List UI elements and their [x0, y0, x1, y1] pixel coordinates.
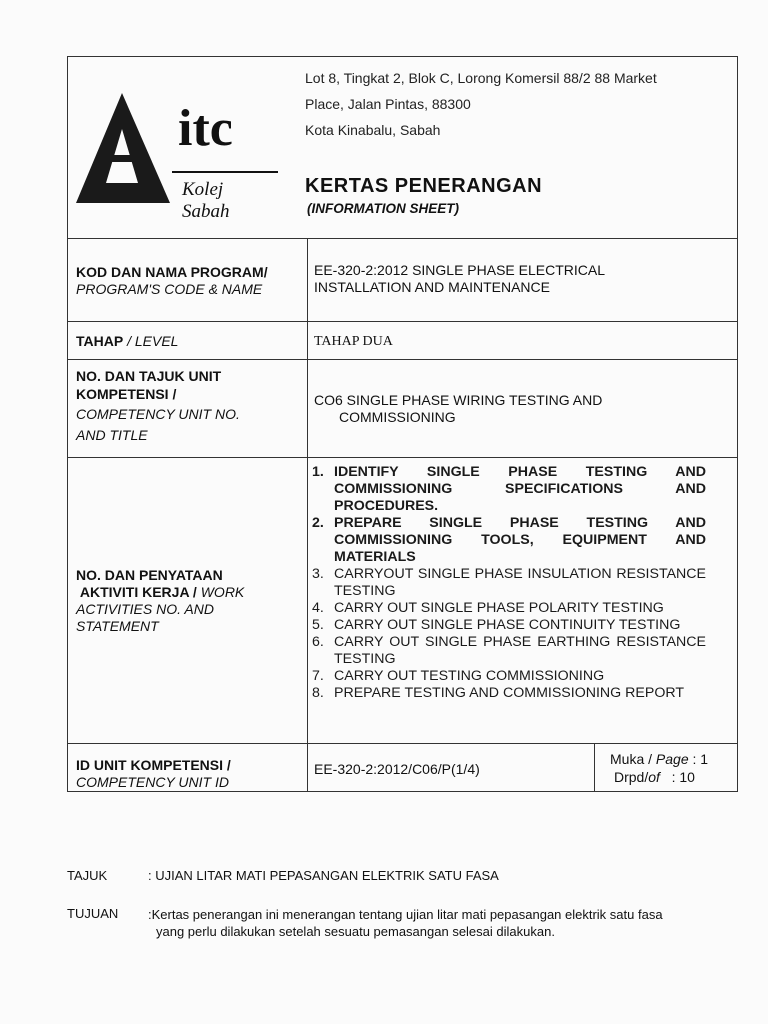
information-sheet	[67, 56, 738, 792]
list-item: 5. CARRY OUT SINGLE PHASE CONTINUITY TESTING	[312, 617, 681, 633]
list-item: 6. CARRY OUT SINGLE PHASE EARTHING RESISTANCE TESTING	[312, 634, 706, 667]
list-item: 2. PREPARE SINGLE PHASE TESTING AND COMMISSIONING TOOLS, EQUIPMENT AND MATERIALS	[312, 515, 706, 565]
list-item: 8. PREPARE TESTING AND COMMISSIONING REPORT	[312, 685, 685, 701]
value-line: COMMISSIONING	[339, 409, 456, 425]
logo-triangle-icon	[74, 91, 174, 207]
label-bold: AKTIVITI KERJA /	[79, 584, 197, 600]
address	[305, 65, 657, 143]
college-logo	[74, 91, 274, 222]
label-italic: ACTIVITIES NO. AND	[76, 601, 214, 617]
divider	[68, 238, 737, 239]
label-italic: / LEVEL	[127, 333, 179, 349]
list-item: 3. CARRYOUT SINGLE PHASE INSULATION RESISTANCE TESTING	[312, 566, 706, 599]
logo-brand: itc	[178, 100, 233, 157]
divider	[68, 321, 737, 322]
logo-subtitle: Kolej Sabah	[182, 179, 230, 222]
label-bold: KOD DAN NAMA PROGRAM/	[76, 264, 268, 280]
page-total: Drpd/of : 10	[614, 769, 695, 785]
value-line: EE-320-2:2012 SINGLE PHASE ELECTRICAL	[314, 262, 606, 278]
divider	[68, 457, 737, 458]
divider	[68, 743, 737, 744]
label-bold: NO. DAN PENYATAAN	[76, 567, 223, 583]
unit-label	[76, 368, 302, 444]
address-line: Kota Kinabalu, Sabah	[305, 122, 441, 138]
level-value: TAHAP DUA	[314, 334, 393, 349]
list-item: 7. CARRY OUT TESTING COMMISSIONING	[312, 668, 605, 684]
label-italic: WORK	[200, 584, 245, 600]
document-subtitle: (INFORMATION SHEET)	[307, 201, 459, 216]
label-bold: NO. DAN TAJUK UNIT	[76, 368, 222, 384]
label-bold: TAHAP	[76, 333, 124, 349]
tujuan-line: yang perlu dilakukan setelah sesuatu pemasangan selesai dilakukan.	[156, 924, 555, 939]
divider	[68, 359, 737, 360]
program-label	[76, 264, 302, 298]
document-title: KERTAS PENERANGAN	[305, 175, 543, 197]
list-item: 1. IDENTIFY SINGLE PHASE TESTING AND COMMISSIONING SPECIFICATIONS AND PROCEDURES.	[312, 464, 706, 514]
level-label	[76, 333, 178, 350]
label-bold: ID UNIT KOMPETENSI /	[76, 757, 231, 773]
activities-label	[76, 567, 302, 635]
column-divider	[594, 743, 595, 791]
page-info	[610, 751, 730, 786]
tajuk-value: : UJIAN LITAR MATI PEPASANGAN ELEKTRIK SATU FASA	[148, 868, 499, 883]
logo-rule	[172, 171, 278, 173]
column-divider	[307, 238, 308, 791]
program-value	[314, 262, 724, 296]
label-bold: KOMPETENSI /	[76, 385, 177, 402]
unit-value	[314, 392, 724, 426]
work-activities-list	[312, 464, 706, 702]
tujuan-line: :Kertas penerangan ini menerangan tentang ujian litar mati pepasangan elektrik satu fasa	[148, 907, 663, 922]
address-line: Place, Jalan Pintas, 88300	[305, 96, 471, 112]
label-italic: STATEMENT	[76, 618, 159, 634]
label-italic: AND TITLE	[76, 426, 148, 443]
list-item: 4. CARRY OUT SINGLE PHASE POLARITY TESTING	[312, 600, 664, 616]
page-number: Muka / Page : 1	[610, 751, 709, 767]
unit-id-label	[76, 757, 302, 791]
tujuan-value	[148, 906, 748, 940]
tajuk-label: TAJUK	[67, 868, 108, 883]
label-italic: PROGRAM'S CODE & NAME	[76, 281, 263, 297]
value-line: INSTALLATION AND MAINTENANCE	[314, 279, 550, 295]
label-italic: COMPETENCY UNIT NO.	[76, 406, 240, 422]
label-italic: COMPETENCY UNIT ID	[76, 774, 229, 790]
address-line: Lot 8, Tingkat 2, Blok C, Lorong Komersil 88/2 88 Market	[305, 70, 657, 86]
value-line: CO6 SINGLE PHASE WIRING TESTING AND	[314, 392, 603, 408]
unit-id-value: EE-320-2:2012/C06/P(1/4)	[314, 761, 480, 777]
tujuan-label: TUJUAN	[67, 906, 119, 921]
